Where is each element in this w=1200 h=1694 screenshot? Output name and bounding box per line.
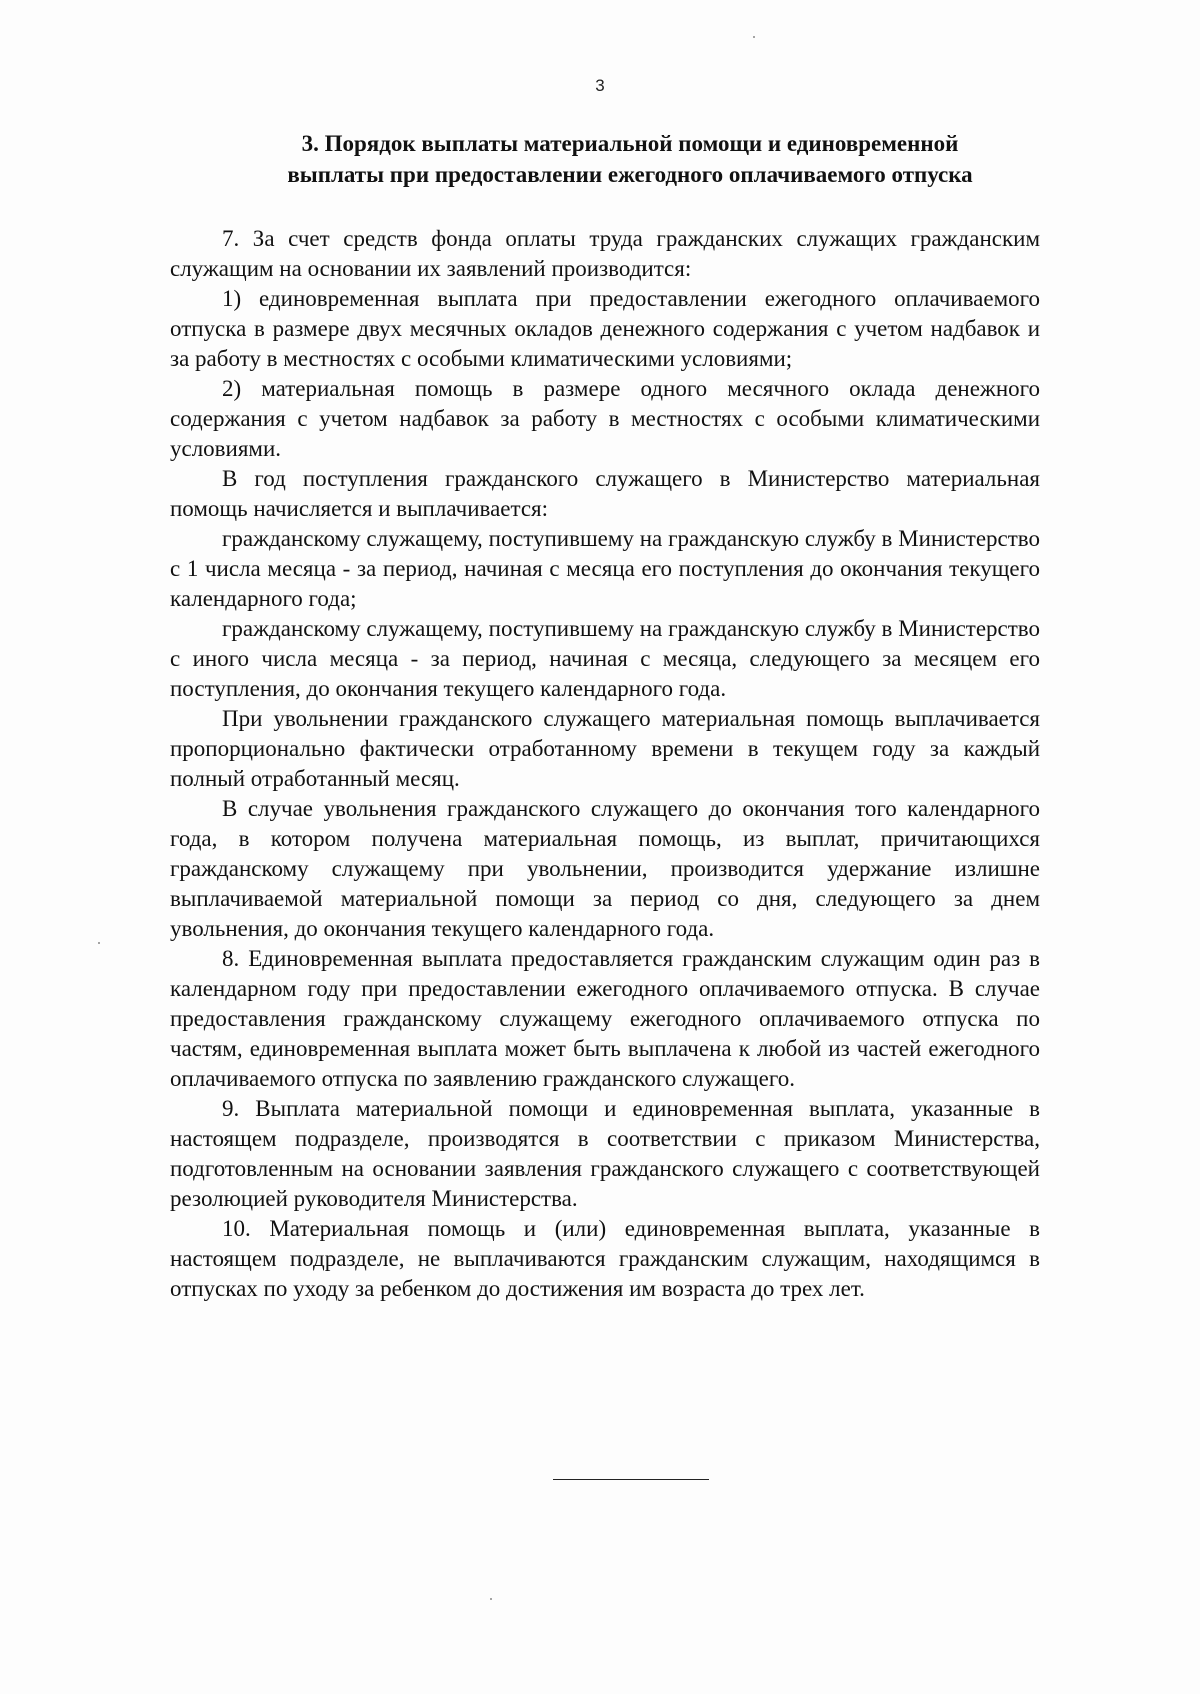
document-body bbox=[170, 224, 1040, 1304]
paragraph-year-of-entry: В год поступления гражданского служащего в Министерство материальная помощь начисляется и выплачивается: bbox=[170, 466, 1040, 521]
paragraph-dismissal: При увольнении гражданского служащего материальная помощь выплачивается пропорционально фактически отработанному времени в текущем году за каждый полный отработанный месяц. bbox=[170, 706, 1040, 791]
paragraph-7: 7. За счет средств фонда оплаты труда гражданских служащих гражданским служащим на основании их заявлений производится: bbox=[170, 226, 1040, 281]
paragraph-7-item-1: 1) единовременная выплата при предоставлении ежегодного оплачиваемого отпуска в размере двух месячных окладов денежного содержания с учетом надбавок и за работу в местностях с особыми климатическими условиями; bbox=[170, 286, 1040, 371]
section-heading-line-2: выплаты при предоставлении ежегодного оплачиваемого отпуска bbox=[287, 162, 973, 187]
scan-speck bbox=[490, 1598, 492, 1600]
paragraph-8: 8. Единовременная выплата предоставляется гражданским служащим один раз в календарном году при предоставлении ежегодного оплачиваемого отпуска. В случае предоставления гражданскому служащему ежегодного оплачиваемого отпуска по частям, единовременная выплата может быть выплачена к любой из частей ежегодного оплачиваемого отпуска по заявлению гражданского служащего. bbox=[170, 946, 1040, 1091]
paragraph-10: 10. Материальная помощь и (или) единовременная выплата, указанные в настоящем подразделе, не выплачиваются гражданским служащим, находящимся в отпусках по уходу за ребенком до достижения им возраста до трех лет. bbox=[170, 1216, 1040, 1301]
paragraph-9: 9. Выплата материальной помощи и единовременная выплата, указанные в настоящем подразделе, производятся в соответствии с приказом Министерства, подготовленным на основании заявления гражданского служащего с соответствующей резолюцией руководителя Министерства. bbox=[170, 1096, 1040, 1211]
paragraph-dismissal-withholding: В случае увольнения гражданского служащего до окончания того календарного года, в котором получена материальная помощь, из выплат, причитающихся гражданскому служащему при увольнении, производится удержание излишне выплачиваемой материальной помощи за период со дня, следующего за днем увольнения, до окончания текущего календарного года. bbox=[170, 796, 1040, 941]
paragraph-entry-first-day: гражданскому служащему, поступившему на гражданскую службу в Министерство с 1 числа месяца - за период, начиная с месяца его поступления до окончания текущего календарного года; bbox=[170, 526, 1040, 611]
scan-speck bbox=[98, 942, 100, 944]
section-heading-line-1: 3. Порядок выплаты материальной помощи и единовременной bbox=[301, 131, 959, 156]
scan-speck bbox=[753, 36, 755, 38]
page-number: 3 bbox=[595, 76, 605, 95]
section-heading bbox=[215, 128, 1045, 190]
paragraph-7-item-2: 2) материальная помощь в размере одного месячного оклада денежного содержания с учетом надбавок за работу в местностях с особыми климатическими условиями. bbox=[170, 376, 1040, 461]
end-divider-line bbox=[553, 1479, 709, 1480]
paragraph-entry-other-day: гражданскому служащему, поступившему на гражданскую службу в Министерство с иного числа месяца - за период, начиная с месяца, следующего за месяцем его поступления, до окончания текущего календарного года. bbox=[170, 616, 1040, 701]
